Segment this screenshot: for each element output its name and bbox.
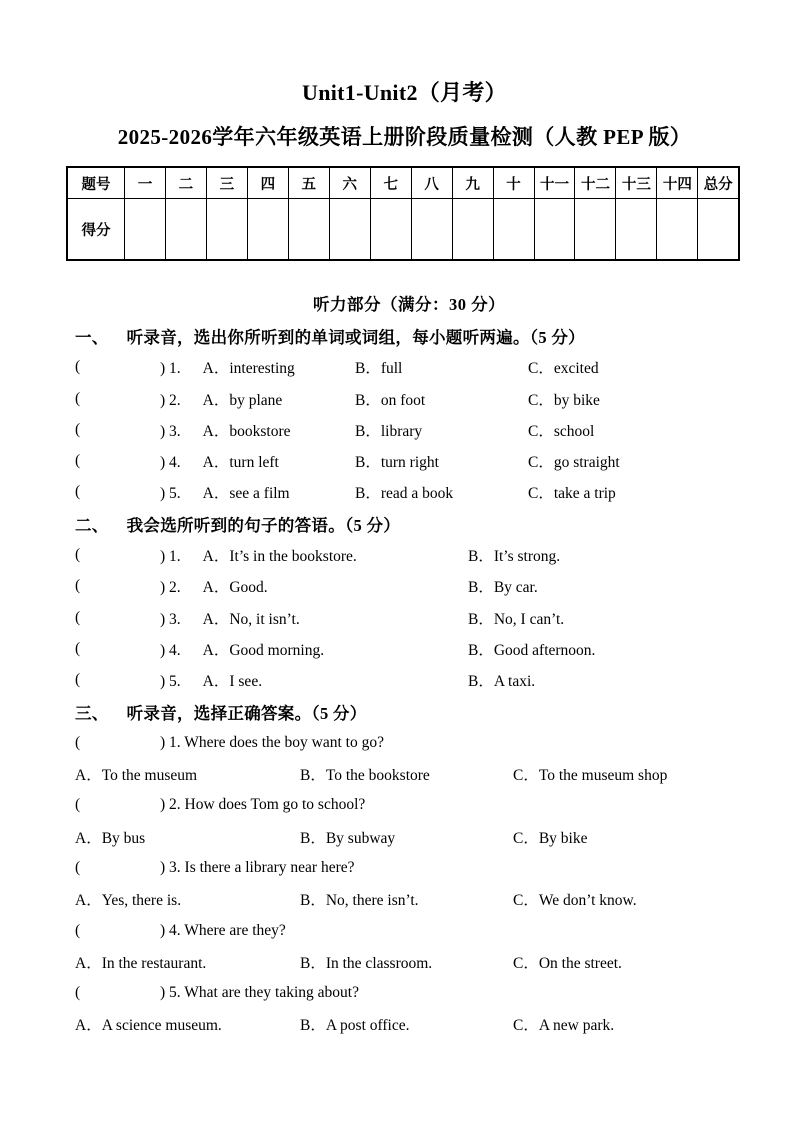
option-a: A．Yes, there is. — [75, 892, 182, 910]
option-a: A．Good. — [202, 579, 268, 597]
score-cell — [370, 199, 411, 261]
section-1-header — [75, 320, 743, 351]
score-cell — [329, 199, 370, 261]
answer-bracket: ( — [75, 483, 81, 501]
question-row — [75, 633, 743, 664]
question-text: ) 4. Where are they? — [160, 921, 286, 939]
question-number: ) 3. — [160, 610, 181, 628]
question-cell — [160, 419, 355, 441]
question-cell — [160, 638, 468, 660]
option-c: C．By bike — [513, 829, 588, 847]
option-b: B．read a book — [355, 485, 454, 503]
option-a: A．By bus — [75, 829, 146, 847]
question-row — [75, 571, 743, 602]
score-cell — [657, 199, 698, 261]
option-b: B．turn right — [355, 454, 439, 472]
question-row — [75, 852, 743, 883]
answer-bracket: ( — [75, 420, 81, 438]
question-row — [75, 383, 743, 414]
option-c: C．excited — [528, 360, 599, 378]
score-col-header-1: 一 — [125, 167, 166, 199]
question-cell — [160, 450, 355, 472]
question-row — [75, 665, 743, 696]
score-table-corner-label: 题号 — [67, 167, 125, 199]
answer-bracket: ( — [75, 546, 81, 564]
option-c: C．To the museum shop — [513, 767, 668, 785]
option-a: A．No, it isn’t. — [202, 610, 300, 628]
section-2-header — [75, 508, 743, 539]
question-number: ) 2. — [160, 579, 181, 597]
score-col-header-4: 四 — [247, 167, 288, 199]
option-a: A．A science museum. — [75, 1017, 222, 1035]
question-number: ) 2. — [160, 391, 181, 409]
answer-bracket: ( — [75, 858, 81, 876]
section-3-number: 三、 — [75, 703, 109, 723]
answer-bracket: ( — [75, 733, 81, 751]
answer-bracket: ( — [75, 921, 81, 939]
question-row — [75, 477, 743, 508]
option-c: C．school — [528, 422, 595, 440]
score-cell-total — [698, 199, 739, 261]
question-row — [75, 978, 743, 1009]
section-1-title: 听录音，选出你所听到的单词或词组，每小题听两遍。（5 分） — [126, 327, 585, 347]
option-c: C．On the street. — [513, 954, 622, 972]
question-row — [75, 414, 743, 445]
score-col-header-7: 七 — [370, 167, 411, 199]
question-number: ) 3. — [160, 422, 181, 440]
score-col-header-total: 总分 — [698, 167, 739, 199]
section-2-title: 我会选所听到的句子的答语。（5 分） — [126, 515, 401, 535]
option-c: C．We don’t know. — [513, 892, 637, 910]
option-b: B．No, there isn’t. — [300, 892, 419, 910]
question-number: ) 1. — [160, 360, 181, 378]
question-cell — [160, 669, 468, 691]
option-a: A．by plane — [202, 391, 283, 409]
question-text: ) 1. Where does the boy want to go? — [160, 733, 384, 751]
page-title: Unit1-Unit2（月考） — [302, 80, 507, 105]
option-a: A．It’s in the bookstore. — [202, 548, 357, 566]
question-text: ) 5. What are they taking about? — [160, 984, 359, 1002]
score-cell — [575, 199, 616, 261]
score-cell — [206, 199, 247, 261]
score-col-header-5: 五 — [288, 167, 329, 199]
option-b: B．By car. — [468, 579, 538, 597]
question-number: ) 4. — [160, 454, 181, 472]
question-row — [75, 790, 743, 821]
score-cell — [411, 199, 452, 261]
option-b: B．Good afternoon. — [468, 641, 596, 659]
option-b: B．In the classroom. — [300, 954, 433, 972]
score-col-header-10: 十 — [493, 167, 534, 199]
score-cell — [452, 199, 493, 261]
question-text: ) 3. Is there a library near here? — [160, 858, 355, 876]
listening-part-heading: 听力部分（满分：30 分） — [312, 295, 506, 315]
question-row — [75, 445, 743, 476]
option-c: C．take a trip — [528, 485, 616, 503]
answer-bracket: ( — [75, 984, 81, 1002]
question-row — [75, 915, 743, 946]
question-row — [75, 727, 743, 758]
option-a: A．To the museum — [75, 767, 198, 785]
score-cell — [125, 199, 166, 261]
paper-body — [75, 289, 743, 1040]
answer-bracket: ( — [75, 452, 81, 470]
question-row — [75, 352, 743, 383]
option-b: B．A taxi. — [468, 673, 536, 691]
answer-bracket: ( — [75, 608, 81, 626]
question-number: ) 5. — [160, 485, 181, 503]
question-cell — [160, 607, 468, 629]
page-subtitle: 2025-2026学年六年级英语上册阶段质量检测（人教 PEP 版） — [117, 125, 692, 150]
question-cell — [160, 356, 355, 378]
section-1-number: 一、 — [75, 327, 109, 347]
question-cell — [160, 388, 355, 410]
option-a: A．bookstore — [202, 422, 291, 440]
score-cell — [616, 199, 657, 261]
question-row — [75, 602, 743, 633]
answer-bracket: ( — [75, 796, 81, 814]
option-a: A．interesting — [202, 360, 295, 378]
option-c: C．A new park. — [513, 1017, 615, 1035]
option-c: C．go straight — [528, 454, 620, 472]
option-b: B．on foot — [355, 391, 426, 409]
score-col-header-9: 九 — [452, 167, 493, 199]
score-col-header-13: 十三 — [616, 167, 657, 199]
option-b: B．No, I can’t. — [468, 610, 565, 628]
option-a: A．In the restaurant. — [75, 954, 207, 972]
option-b: B．It’s strong. — [468, 548, 561, 566]
option-b: B．To the bookstore — [300, 767, 430, 785]
score-col-header-12: 十二 — [575, 167, 616, 199]
options-row — [75, 946, 743, 977]
option-b: B．full — [355, 360, 403, 378]
score-col-header-2: 二 — [165, 167, 206, 199]
score-col-header-6: 六 — [329, 167, 370, 199]
option-b: B．By subway — [300, 829, 396, 847]
options-row — [75, 884, 743, 915]
option-a: A．turn left — [202, 454, 279, 472]
score-col-header-11: 十一 — [534, 167, 575, 199]
answer-bracket: ( — [75, 389, 81, 407]
options-row — [75, 1009, 743, 1040]
question-cell — [160, 481, 355, 503]
score-cell — [534, 199, 575, 261]
section-3-title: 听录音，选择正确答案。（5 分） — [126, 703, 367, 723]
score-row-label: 得分 — [67, 199, 125, 261]
option-a: A．see a film — [202, 485, 290, 503]
answer-bracket: ( — [75, 577, 81, 595]
score-cell — [165, 199, 206, 261]
score-col-header-3: 三 — [206, 167, 247, 199]
option-a: A．Good morning. — [202, 641, 325, 659]
option-c: C．by bike — [528, 391, 600, 409]
score-table-score-row — [67, 199, 739, 261]
score-table — [66, 166, 740, 261]
score-cell — [247, 199, 288, 261]
question-row — [75, 539, 743, 570]
question-number: ) 1. — [160, 548, 181, 566]
answer-bracket: ( — [75, 671, 81, 689]
answer-bracket: ( — [75, 639, 81, 657]
option-b: B．library — [355, 422, 423, 440]
score-col-header-14: 十四 — [657, 167, 698, 199]
question-number: ) 5. — [160, 673, 181, 691]
score-col-header-8: 八 — [411, 167, 452, 199]
question-text: ) 2. How does Tom go to school? — [160, 796, 366, 814]
question-cell — [160, 575, 468, 597]
section-2-number: 二、 — [75, 515, 109, 535]
question-number: ) 4. — [160, 641, 181, 659]
option-a: A．I see. — [202, 673, 263, 691]
section-3-header — [75, 696, 743, 727]
options-row — [75, 758, 743, 789]
score-cell — [288, 199, 329, 261]
option-b: B．A post office. — [300, 1017, 410, 1035]
score-table-header-row — [67, 167, 739, 199]
options-row — [75, 821, 743, 852]
score-cell — [493, 199, 534, 261]
question-cell — [160, 544, 468, 566]
answer-bracket: ( — [75, 358, 81, 376]
